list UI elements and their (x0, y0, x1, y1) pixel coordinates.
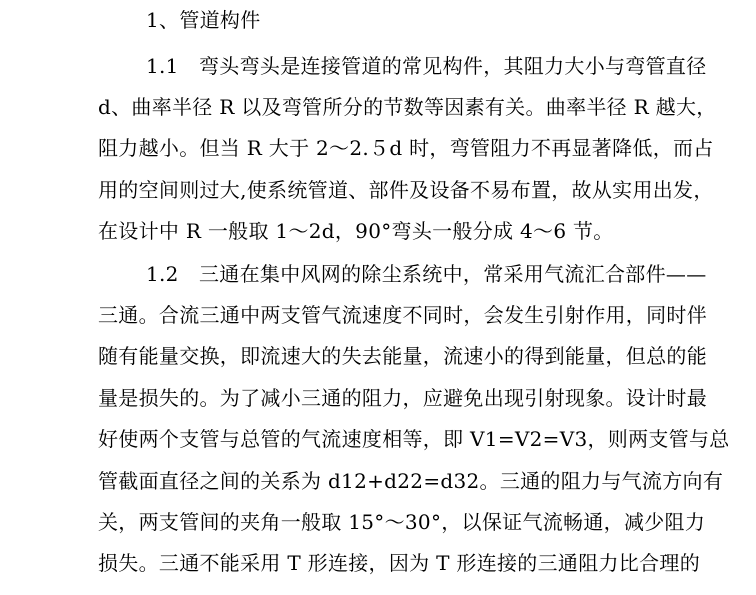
paragraph-2-line-6: 管截面直径之间的关系为 d12+d22=d32。三通的阻力与气流方向有 (98, 469, 724, 493)
paragraph-2-line-5: 好使两个支管与总管的气流速度相等，即 V1=V2=V3，则两支管与总 (98, 427, 730, 451)
paragraph-1-line-3: 阻力越小。但当 R 大于 2～2.５d 时，弯管阻力不再显著降低，而占 (98, 136, 714, 160)
paragraph-2-line-2: 三通。合流三通中两支管气流速度不同时，会发生引射作用，同时伴 (98, 303, 707, 327)
paragraph-1-line-2: d、曲率半径 R 以及弯管所分的节数等因素有关。曲率半径 R 越大， (98, 95, 717, 119)
paragraph-1-line-1: 1.1 弯头弯头是连接管道的常见构件，其阻力大小与弯管直径 (146, 54, 707, 78)
paragraph-2-line-1: 1.2 三通在集中风网的除尘系统中，常采用气流汇合部件—— (146, 262, 707, 286)
paragraph-2-line-4: 量是损失的。为了减小三通的阻力，应避免出现引射现象。设计时最 (98, 386, 707, 410)
paragraph-1-line-4: 用的空间则过大,使系统管道、部件及设备不易布置，故从实用出发， (98, 178, 714, 202)
paragraph-2-line-7: 关，两支管间的夹角一般取 15°～30°，以保证气流畅通，减少阻力 (98, 510, 706, 534)
paragraph-1-line-5: 在设计中 R 一般取 1～2d，90°弯头一般分成 4～6 节。 (98, 219, 614, 243)
section-heading: 1、管道构件 (146, 8, 261, 32)
paragraph-2-line-8: 损失。三通不能采用 T 形连接，因为 T 形连接的三通阻力比合理的 (98, 551, 701, 575)
paragraph-2-line-3: 随有能量交换，即流速大的失去能量，流速小的得到能量，但总的能 (98, 344, 707, 368)
